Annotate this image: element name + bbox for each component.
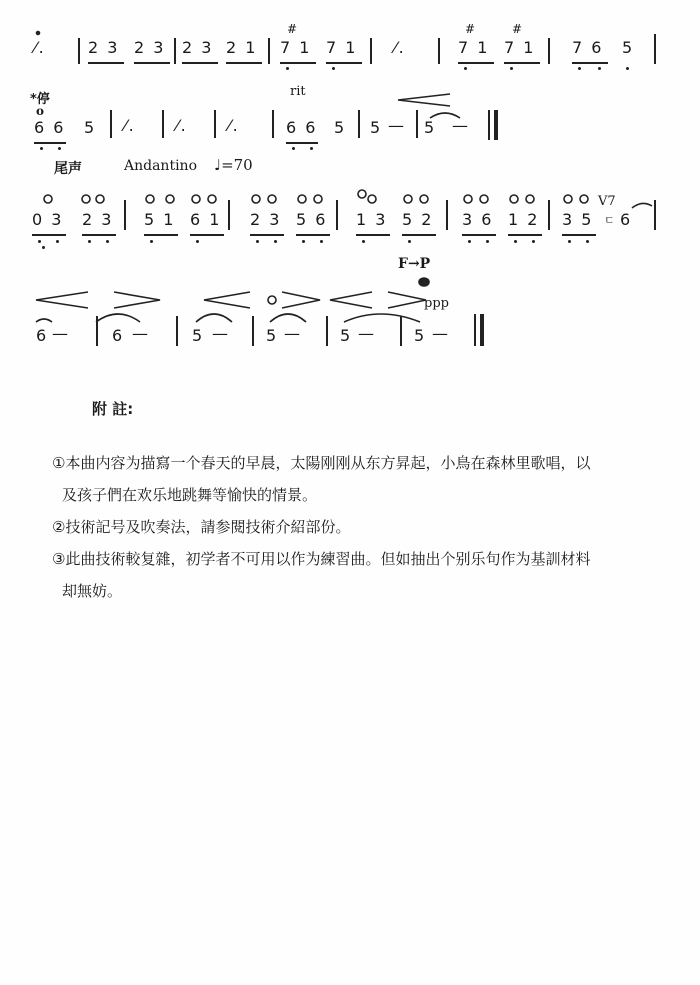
rit-marking: rit xyxy=(290,84,306,99)
repeat-dot xyxy=(37,32,40,35)
note-3: ③此曲技術較复雜，初学者不可用以作为練習曲。但如抽出个别乐句作为基訓材料 xyxy=(52,550,591,568)
pause-marking: *停 xyxy=(30,92,50,107)
sharp-sign: # xyxy=(287,22,298,36)
slur xyxy=(632,203,652,208)
tempo-value: ♩=70 xyxy=(214,156,253,174)
crescendo-hairpin xyxy=(330,292,372,308)
note-group: 6 6 xyxy=(34,118,66,137)
decrescendo-hairpin xyxy=(114,292,160,308)
slur xyxy=(196,314,232,322)
note-group: 7 1 xyxy=(280,38,312,57)
note-group: 2 3 xyxy=(134,38,166,57)
note-group: 5 xyxy=(84,118,97,137)
note-group: 5 xyxy=(340,326,353,345)
note-3-cont: 却無妨。 xyxy=(62,582,123,600)
note-1-cont: 及孩子們在欢乐地跳舞等愉快的情景。 xyxy=(62,486,318,504)
slur xyxy=(96,314,140,322)
note-group: 5 xyxy=(370,118,383,137)
crescendo-hairpin xyxy=(36,292,88,308)
dash: — xyxy=(284,324,302,343)
repeat-mark: ⁄. xyxy=(34,38,46,57)
note-group: 5 6 xyxy=(296,210,328,229)
decrescendo-hairpin xyxy=(398,94,450,106)
note-group: 5 xyxy=(334,118,347,137)
note-group: 6 xyxy=(620,210,633,229)
note-group: 1 2 xyxy=(508,210,540,229)
slur xyxy=(430,113,460,118)
note-group: 6 1 xyxy=(190,210,222,229)
repeat-mark: ⁄. xyxy=(228,116,240,135)
dash: — xyxy=(432,324,450,343)
note-2: ②技術記号及吹奏法，請参閱技術介紹部份。 xyxy=(52,518,351,536)
note-group: 2 3 xyxy=(250,210,282,229)
dash: — xyxy=(452,116,470,135)
note-group: 5 xyxy=(622,38,635,57)
dash: — xyxy=(52,324,70,343)
note-group: 0 3 xyxy=(32,210,64,229)
repeat-mark: ⁄. xyxy=(394,38,406,57)
note-group: 2 3 xyxy=(182,38,214,57)
note-group: 5 xyxy=(424,118,437,137)
note-group: 7 1 xyxy=(326,38,358,57)
decrescendo-hairpin xyxy=(388,292,426,308)
harmonic-circle xyxy=(268,296,276,304)
sharp-sign: # xyxy=(512,22,523,36)
note-group: 5 2 xyxy=(402,210,434,229)
note-group: 6 6 xyxy=(286,118,318,137)
notes-heading: 附 註: xyxy=(92,400,134,418)
note-group: 7 1 xyxy=(504,38,536,57)
note-group: 7 1 xyxy=(458,38,490,57)
slur xyxy=(344,314,420,322)
note-group: 5 xyxy=(414,326,427,345)
coda-label: 尾声 xyxy=(54,161,82,177)
note-1: ①本曲内容为描寫一个春天的早晨，太陽刚刚从东方昇起，小鳥在森林里歌唱，以 xyxy=(52,454,591,472)
note-group: 2 3 xyxy=(82,210,114,229)
harmonic-circles xyxy=(44,190,588,203)
note-group: 2 1 xyxy=(226,38,258,57)
note-group: 6 xyxy=(112,326,125,345)
dash: — xyxy=(132,324,150,343)
dash: — xyxy=(212,324,230,343)
ppp-marking: ppp xyxy=(424,296,449,311)
breath-mark: ㄷ xyxy=(604,214,615,227)
crescendo-hairpin xyxy=(204,292,250,308)
repeat-mark: ⁄. xyxy=(124,116,136,135)
note-group: 2 3 xyxy=(88,38,120,57)
repeat-mark: ⁄. xyxy=(176,116,188,135)
note-group: 1 3 xyxy=(356,210,388,229)
slur xyxy=(270,314,306,322)
tempo-word: Andantino xyxy=(124,158,198,174)
decrescendo-hairpin xyxy=(282,292,320,308)
dash: — xyxy=(358,324,376,343)
note-group: 7 6 xyxy=(572,38,604,57)
fp-marking: F→P xyxy=(398,256,431,272)
v7-marking: V7 xyxy=(598,194,616,209)
note-group: 5 xyxy=(266,326,279,345)
note-group: 3 5 xyxy=(562,210,594,229)
o-marking: o xyxy=(36,104,45,118)
note-group: 3 6 xyxy=(462,210,494,229)
note-group: 5 1 xyxy=(144,210,176,229)
note-group: 6 xyxy=(36,326,49,345)
dash: — xyxy=(388,116,406,135)
sharp-sign: # xyxy=(465,22,476,36)
note-group: 5 xyxy=(192,326,205,345)
slur xyxy=(36,319,52,322)
filled-circle xyxy=(419,278,429,286)
